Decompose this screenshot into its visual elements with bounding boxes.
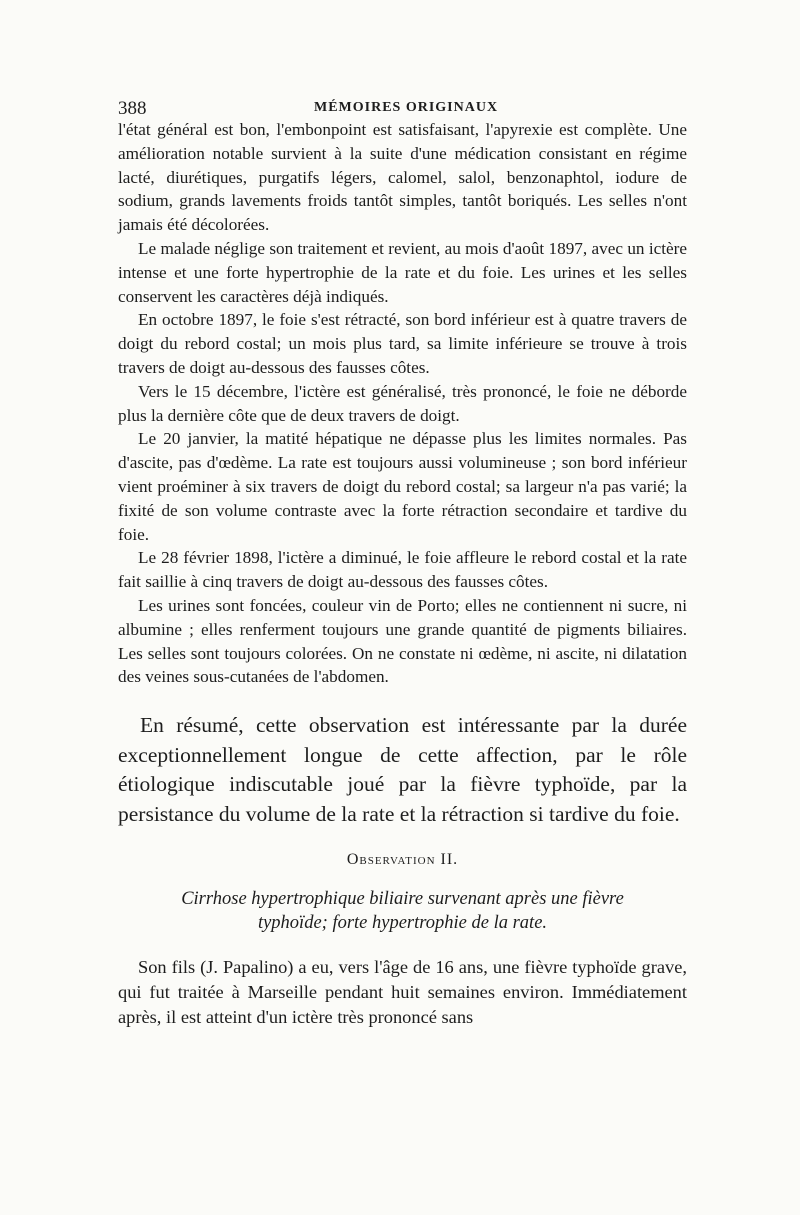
observation-title xyxy=(118,887,687,935)
page-number: 388 xyxy=(118,98,147,119)
paragraph: Le 20 janvier, la matité hépatique ne dépasse plus les limites normales. Pas d'ascite, pas d'œdème. La rate est toujours aussi volumineuse ; son bord inférieur vient proéminer à six travers de doigt du rebord costal; sa largeur n'a pas varié; la fixité de son volume contraste avec la forte rétraction secondaire et tardive du foie. xyxy=(118,429,687,544)
page xyxy=(118,92,687,1030)
body-text xyxy=(118,118,687,689)
observation-title-line: typhoïde; forte hypertrophie de la rate. xyxy=(257,913,548,934)
observation-title-line: Cirrhose hypertrophique biliaire survenant après une fièvre xyxy=(181,889,624,910)
observation-body xyxy=(118,955,687,1030)
observation-heading: Observation II. xyxy=(346,851,459,869)
paragraph: Les urines sont foncées, couleur vin de Porto; elles ne contiennent ni sucre, ni albumine ; elles renferment toujours une grande quantité de pigments biliaires. Les selles sont toujours colorées. On ne constate ni œdème, ni ascite, ni dilatation des veines sous-cutanées de l'abdomen. xyxy=(118,595,687,687)
paragraph: l'état général est bon, l'embonpoint est satisfaisant, l'apyrexie est complète. Une amélioration notable survient à la suite d'une médication consistant en régime lacté, diurétiques, purgatifs légers, calomel, salol, benzonaphtol, iodure de sodium, grands lavements froids tantôt simples, tantôt boriqués. Les selles n'ont jamais été décolorées. xyxy=(118,120,687,235)
observation-paragraph: Son fils (J. Papalino) a eu, vers l'âge de 16 ans, une fièvre typhoïde grave, qui fut traitée à Marseille pendant huit semaines environ. Immédiatement après, il est atteint d'un ictère très prononcé sans xyxy=(118,957,687,1028)
summary xyxy=(118,711,687,829)
running-head: MÉMOIRES ORIGINAUX xyxy=(314,100,499,115)
page-header xyxy=(118,92,687,118)
paragraph: Le malade néglige son traitement et revient, au mois d'août 1897, avec un ictère intense et une forte hypertrophie de la rate et du foie. Les urines et les selles conservent les caractères déjà indiqués. xyxy=(118,238,687,306)
paragraph: En octobre 1897, le foie s'est rétracté, son bord inférieur est à quatre travers de doigt du rebord costal; un mois plus tard, sa limite inférieure se trouve à trois travers de doigt au-dessous des fausses côtes. xyxy=(118,310,687,377)
paragraph: Vers le 15 décembre, l'ictère est généralisé, très prononcé, le foie ne déborde plus la dernière côte que de deux travers de doigt. xyxy=(118,381,687,425)
paragraph: Le 28 février 1898, l'ictère a diminué, le foie affleure le rebord costal et la rate fait saillie à cinq travers de doigt au-dessous des fausses côtes. xyxy=(118,548,687,592)
summary-paragraph: En résumé, cette observation est intéressante par la durée exceptionnellement longue de cette affection, par le rôle étiologique indiscutable joué par la fièvre typhoïde, par la persistance du volume de la rate et la rétraction si tardive du foie. xyxy=(118,713,687,826)
